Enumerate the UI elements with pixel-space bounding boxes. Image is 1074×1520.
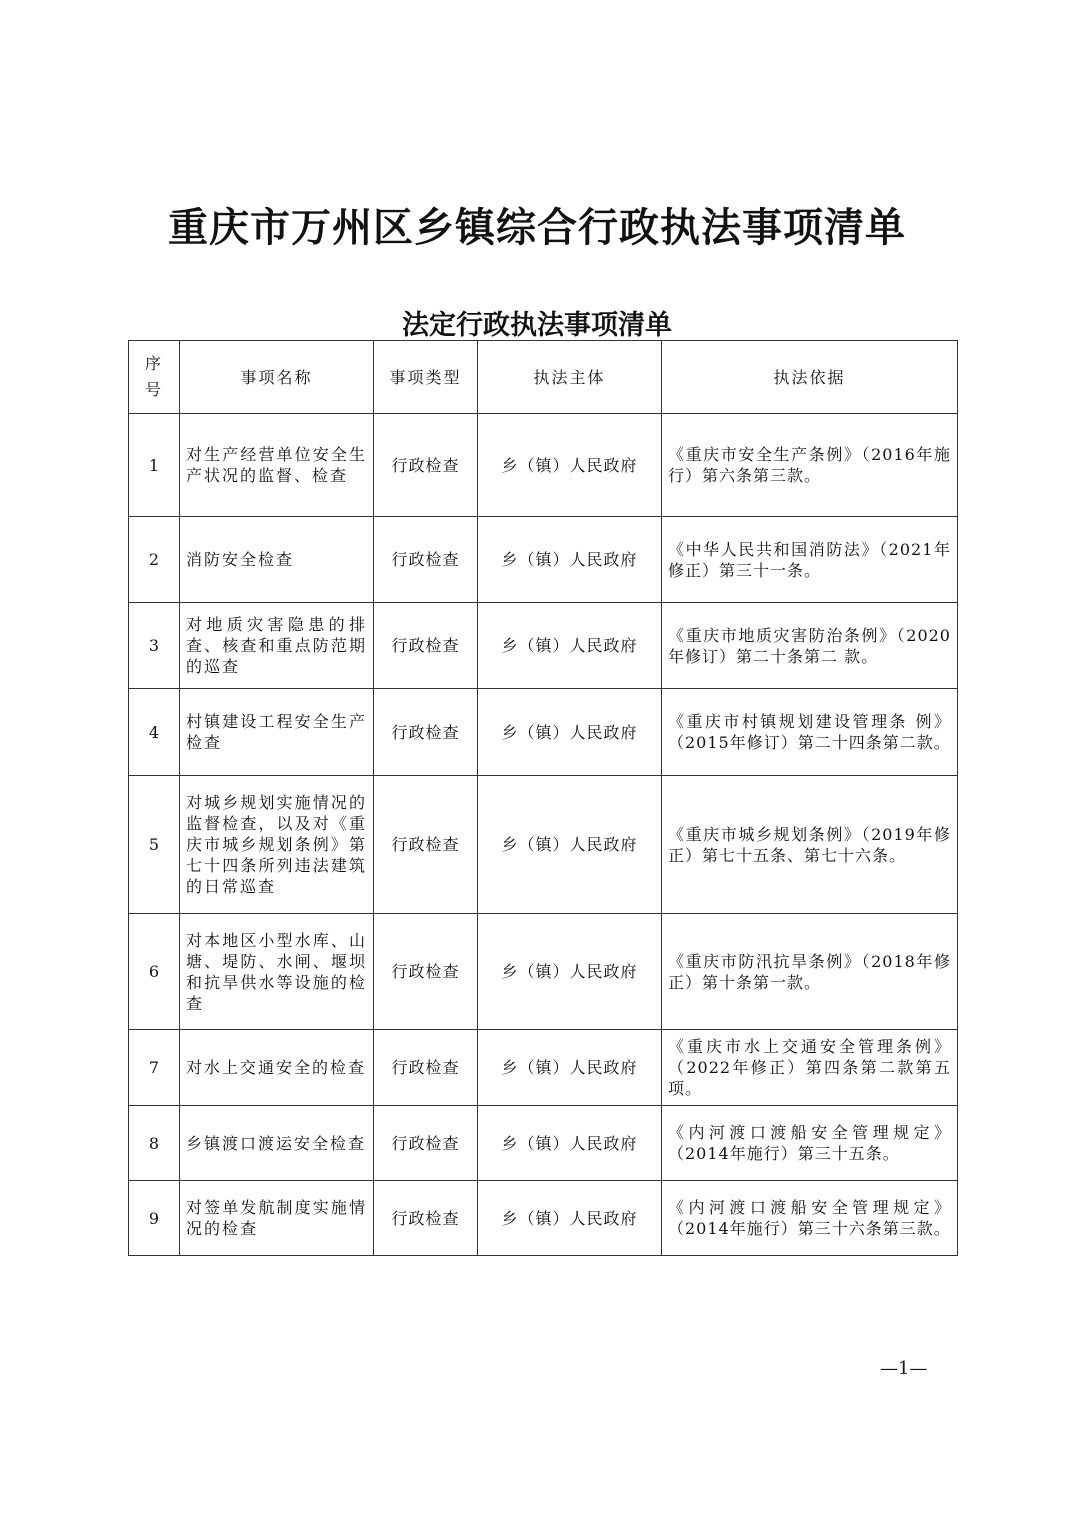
- table-header-row: [129, 341, 958, 414]
- row-item-type: 行政检查: [374, 776, 478, 914]
- row-no: 8: [129, 1106, 180, 1181]
- row-enforcement-subject: 乡（镇）人民政府: [478, 1181, 662, 1256]
- row-legal-basis: 《重庆市地质灾害防治条例》（2020年修订）第二十条第二 款。: [662, 603, 958, 689]
- row-item-type: 行政检查: [374, 414, 478, 517]
- row-item-name: 乡镇渡口渡运安全检查: [180, 1106, 374, 1181]
- row-legal-basis: 《重庆市村镇规划建设管理条 例》（2015年修订）第二十四条第二款。: [662, 689, 958, 776]
- row-legal-basis: 《重庆市水上交通安全管理条例》（2022年修正）第四条第二款第五项。: [662, 1030, 958, 1106]
- row-legal-basis: 《中华人民共和国消防法》（2021年修正）第三十一条。: [662, 517, 958, 603]
- row-enforcement-subject: 乡（镇）人民政府: [478, 1106, 662, 1181]
- table-row: [129, 689, 958, 776]
- row-legal-basis: 《重庆市城乡规划条例》（2019年修正）第七十五条、第七十六条。: [662, 776, 958, 914]
- row-item-type: 行政检查: [374, 914, 478, 1030]
- table-row: [129, 776, 958, 914]
- table-row: [129, 1106, 958, 1181]
- row-item-name: 对地质灾害隐患的排查、核查和重点防范期的巡查: [180, 603, 374, 689]
- row-item-type: 行政检查: [374, 1181, 478, 1256]
- enforcement-items-table: [128, 340, 958, 1256]
- row-legal-basis: 《重庆市安全生产条例》（2016年施行）第六条第三款。: [662, 414, 958, 517]
- page-number: —1—: [880, 1358, 928, 1379]
- row-no: 3: [129, 603, 180, 689]
- table-row: [129, 914, 958, 1030]
- row-item-type: 行政检查: [374, 689, 478, 776]
- row-enforcement-subject: 乡（镇）人民政府: [478, 603, 662, 689]
- row-item-type: 行政检查: [374, 1030, 478, 1106]
- row-item-type: 行政检查: [374, 603, 478, 689]
- header-no: 序 号: [129, 341, 180, 414]
- header-basis: 执法依据: [662, 341, 958, 414]
- header-subject: 执法主体: [478, 341, 662, 414]
- row-no: 5: [129, 776, 180, 914]
- row-item-type: 行政检查: [374, 1106, 478, 1181]
- header-name: 事项名称: [180, 341, 374, 414]
- row-item-name: 对生产经营单位安全生产状况的监督、检查: [180, 414, 374, 517]
- row-legal-basis: 《内河渡口渡船安全管理规定》（2014年施行）第三十六条第三款。: [662, 1181, 958, 1256]
- table-row: [129, 517, 958, 603]
- row-enforcement-subject: 乡（镇）人民政府: [478, 776, 662, 914]
- header-type: 事项类型: [374, 341, 478, 414]
- row-legal-basis: 《重庆市防汛抗旱条例》（2018年修正）第十条第一款。: [662, 914, 958, 1030]
- table-row: [129, 603, 958, 689]
- row-no: 4: [129, 689, 180, 776]
- row-item-name: 对签单发航制度实施情况的检查: [180, 1181, 374, 1256]
- row-enforcement-subject: 乡（镇）人民政府: [478, 517, 662, 603]
- table-row: [129, 1030, 958, 1106]
- table-row: [129, 1181, 958, 1256]
- row-item-type: 行政检查: [374, 517, 478, 603]
- row-no: 7: [129, 1030, 180, 1106]
- row-item-name: 对本地区小型水库、山塘、堤防、水闸、堰坝和抗旱供水等设施的检查: [180, 914, 374, 1030]
- row-item-name: 消防安全检查: [180, 517, 374, 603]
- row-item-name: 对城乡规划实施情况的监督检查，以及对《重庆市城乡规划条例》第七十四条所列违法建筑的日常巡查: [180, 776, 374, 914]
- row-item-name: 对水上交通安全的检查: [180, 1030, 374, 1106]
- row-no: 6: [129, 914, 180, 1030]
- row-enforcement-subject: 乡（镇）人民政府: [478, 1030, 662, 1106]
- row-no: 1: [129, 414, 180, 517]
- row-enforcement-subject: 乡（镇）人民政府: [478, 914, 662, 1030]
- document-title: 重庆市万州区乡镇综合行政执法事项清单: [168, 204, 906, 251]
- table-subtitle: 法定行政执法事项清单: [402, 310, 672, 341]
- row-no: 2: [129, 517, 180, 603]
- row-enforcement-subject: 乡（镇）人民政府: [478, 689, 662, 776]
- row-no: 9: [129, 1181, 180, 1256]
- row-enforcement-subject: 乡（镇）人民政府: [478, 414, 662, 517]
- row-item-name: 村镇建设工程安全生产检查: [180, 689, 374, 776]
- table-row: [129, 414, 958, 517]
- row-legal-basis: 《内河渡口渡船安全管理规定》（2014年施行）第三十五条。: [662, 1106, 958, 1181]
